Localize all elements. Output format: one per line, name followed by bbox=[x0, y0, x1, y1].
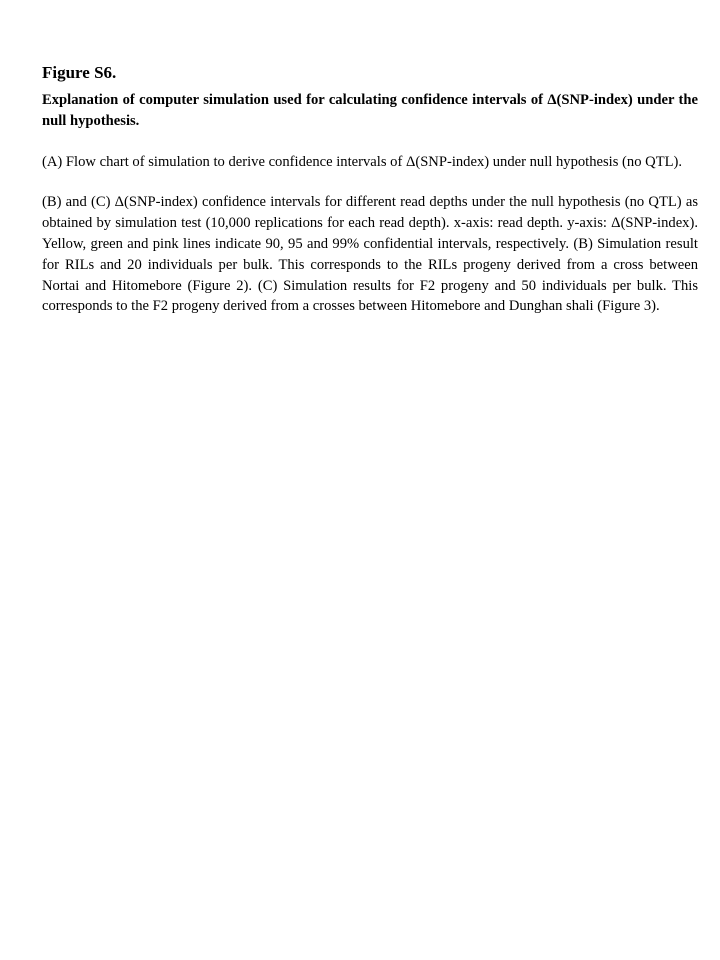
panel-a-description bbox=[42, 152, 698, 173]
panel-bc-joiner: ) and ( bbox=[56, 194, 96, 211]
figure-title: Figure S6. bbox=[42, 63, 117, 82]
panel-label-b: B bbox=[46, 194, 57, 211]
panel-label-a: A bbox=[46, 153, 58, 170]
panel-label-b: B bbox=[578, 235, 588, 252]
paren-open: ( bbox=[42, 153, 47, 170]
panel-label-c: C bbox=[95, 194, 106, 211]
legend-heading: Explanation of computer simulation used for calculating confidence intervals of Δ(SNP-index) under the null hypothesis. bbox=[42, 92, 698, 129]
panel-a-text: ) Flow chart of simulation to derive confidence intervals of Δ(SNP-index) under null hypothesis (no QTL). bbox=[57, 153, 683, 170]
panel-bc-description bbox=[42, 192, 698, 317]
panel-label-c: C bbox=[262, 277, 273, 294]
paragraph-gap bbox=[42, 172, 698, 192]
panel-bc-text-2: ) Simulation result for RILs and 20 individuals per bulk. This corresponds to the RILs progeny derived from a cross between Nortai and Hitomebore (Figure 2). ( bbox=[42, 235, 698, 294]
paragraph-gap bbox=[42, 132, 698, 152]
panel-bc-text-1: ) Δ(SNP-index) confidence intervals for different read depths under the null hypothesis (no QTL) as obtained by simulation test (10,000 replications for each read depth). x-axis: read depth. y-axis: Δ(SNP-index). Yellow, green and pink lines indicate 90, 95 and 99% confidential intervals, respectively. ( bbox=[42, 194, 699, 252]
paren-open: ( bbox=[42, 194, 47, 211]
panel-bc-text-3: ) Simulation results for F2 progeny and 50 individuals per bulk. This corresponds to the F2 progeny derived from a crosses between Hitomebore and Dunghan shali (Figure 3). bbox=[42, 277, 698, 315]
figure-legend bbox=[42, 62, 698, 317]
